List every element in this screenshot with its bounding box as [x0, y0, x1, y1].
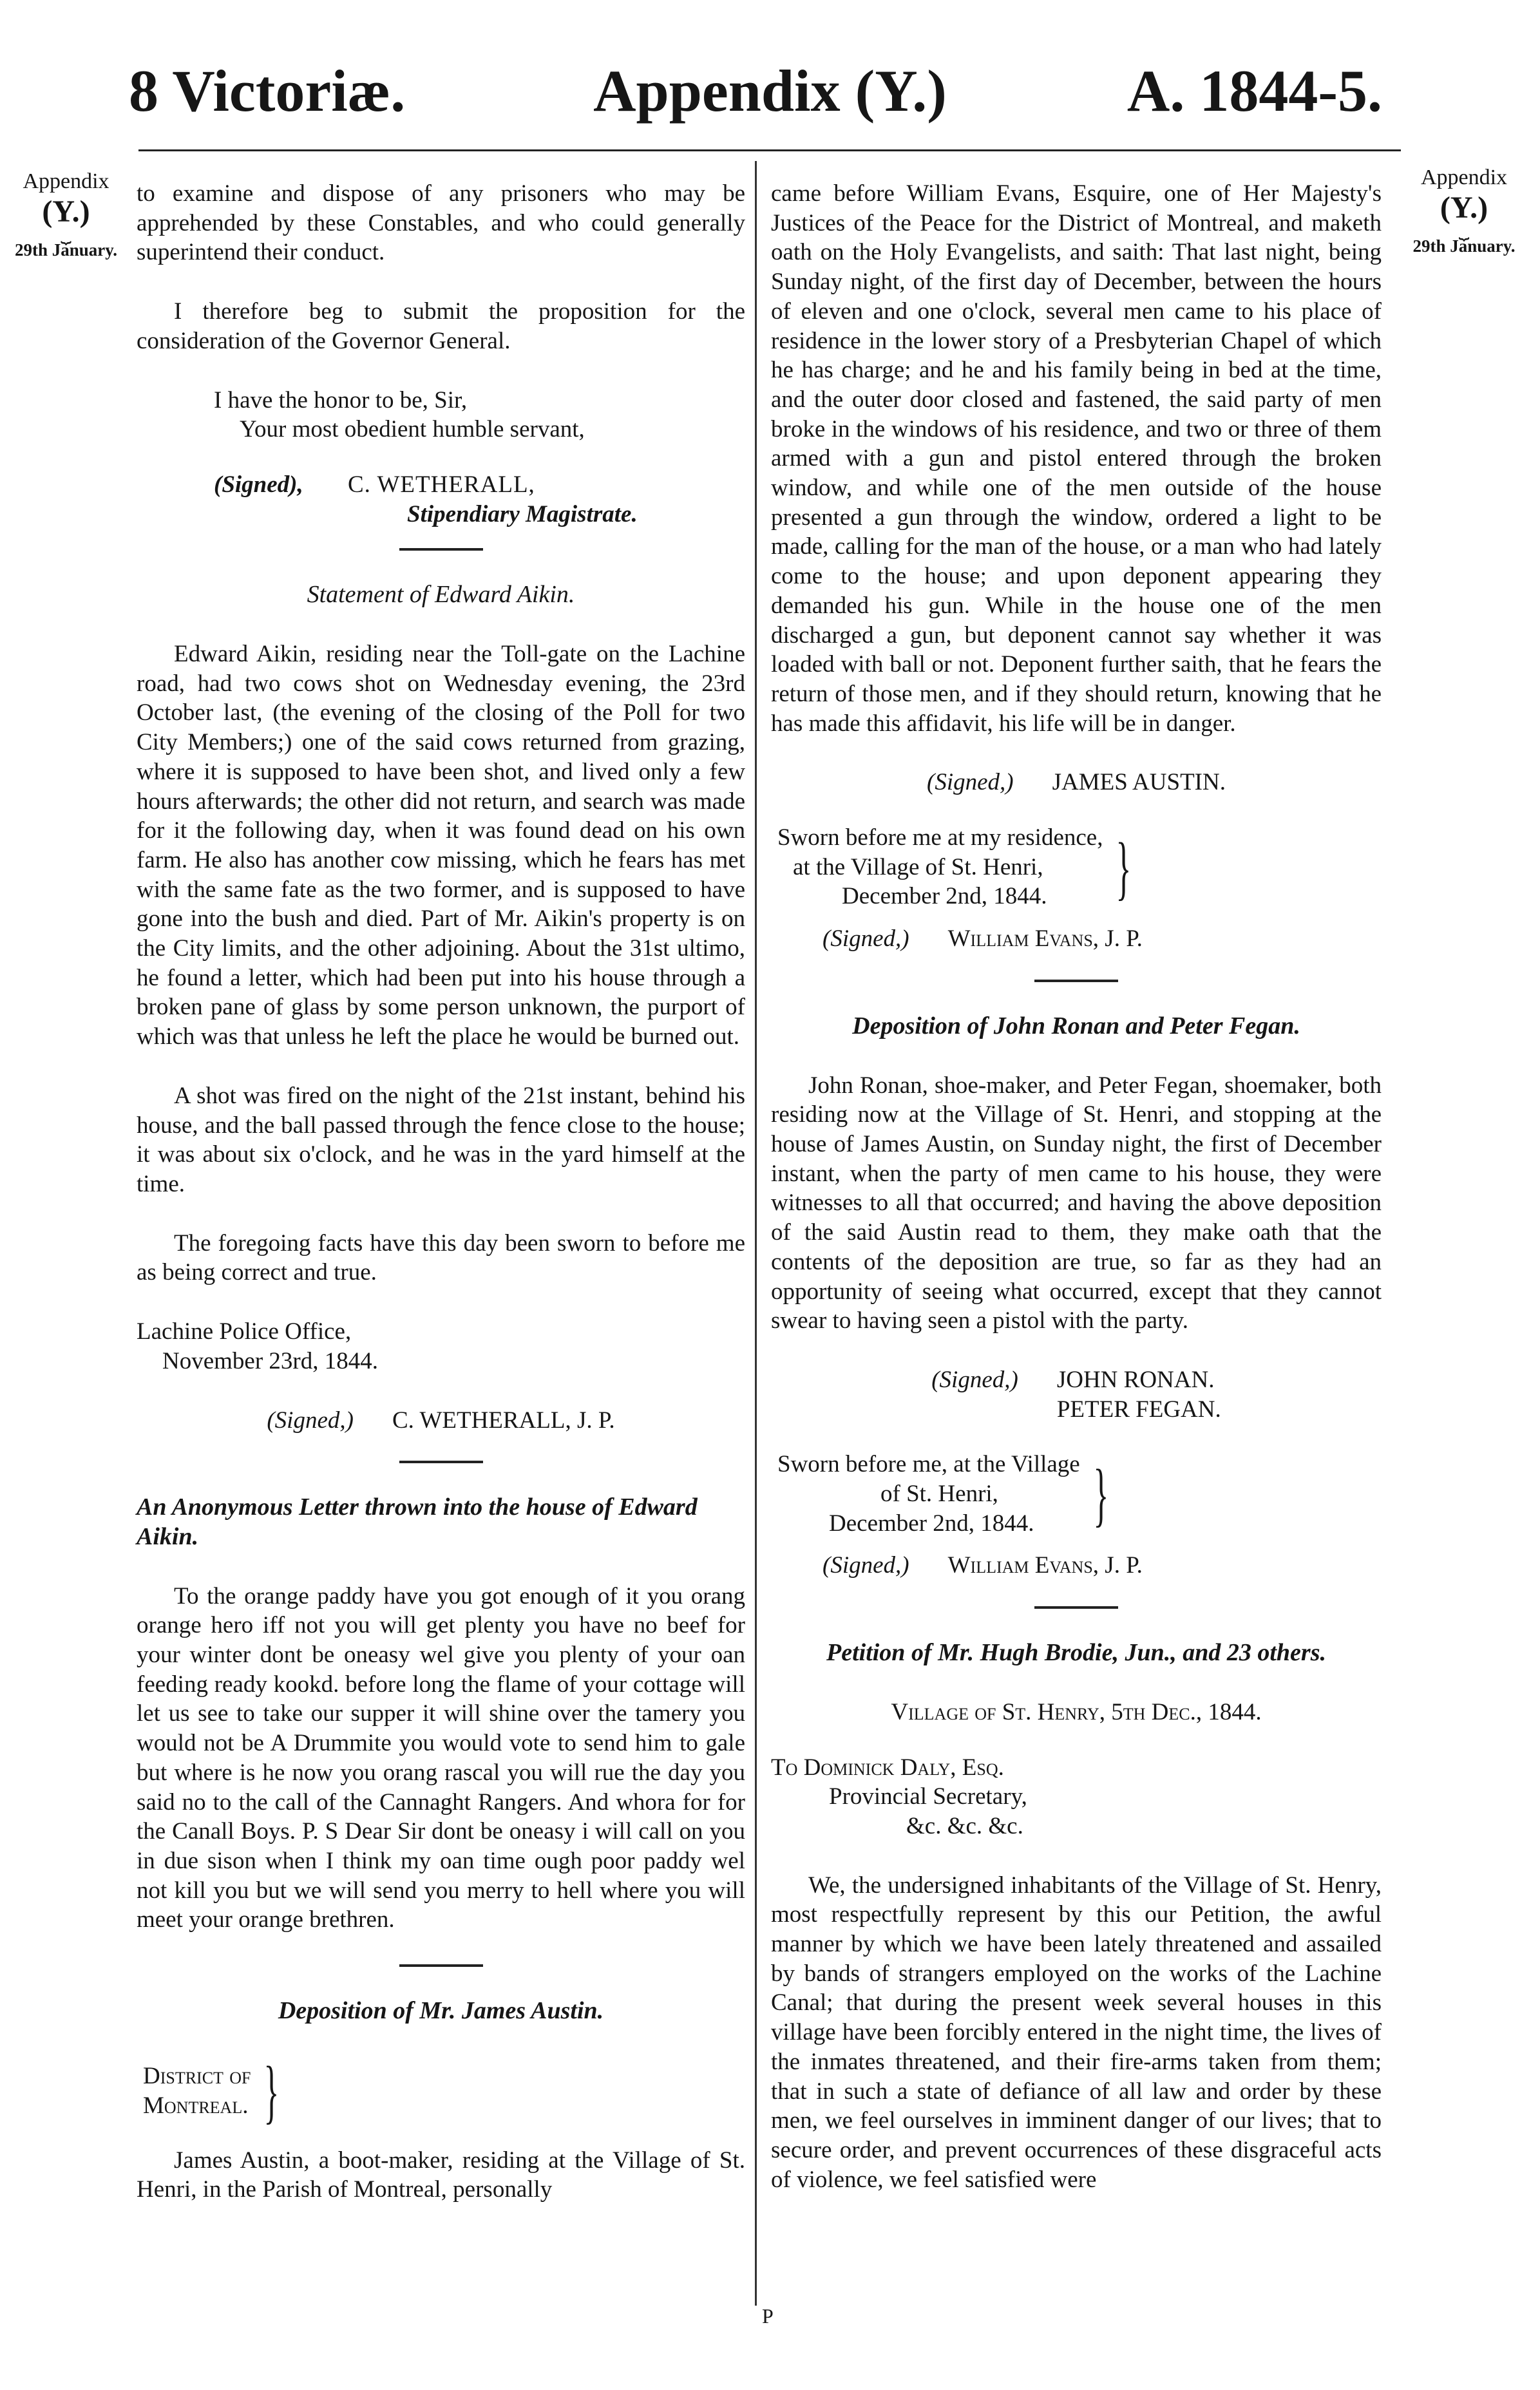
- address-line: To Dominick Daly, Esq.: [771, 1754, 1004, 1781]
- signature-line: [771, 768, 1382, 797]
- signature-line: [137, 1406, 745, 1436]
- column-divider: [755, 161, 757, 2306]
- section-rule: [399, 1461, 483, 1463]
- letter-closing: [214, 386, 745, 529]
- header-right: A. 1844-5.: [1126, 58, 1382, 124]
- paragraph: came before William Evans, Esquire, one of Her Majesty's Justices of the Peace for the District of Montreal, and maketh oath on the Holy Evangelists, and saith: That last night, being Sunday night, of the first day of December, between the hours of eleven and one o'clock, several men came to his place of residence in the lower story of a Presbyterian Chapel of which he has charge; and he and his family being in bed at the time, and the outer door closed and fastened, the said party of men broke in the windows of his residence, and two or three of them armed with a gun and pistol entered through the broken window, and while one of the men outside of the house presented a gun through the window, ordered a light to be made, calling for the man of the house, or a man who had lately come to the house; and upon deponent appearing they demanded his gun. While in the house one of the men discharged a gun, but deponent cannot say whether it was loaded with ball or not. Deponent further saith, that he fears the return of those men, and if they should return, knowing that he has made this affidavit, his life will be in danger.: [771, 180, 1382, 737]
- signer-name: JAMES AUSTIN.: [1052, 769, 1226, 796]
- brace-icon: }: [1093, 1454, 1109, 1533]
- sworn-block: [777, 1450, 1382, 1538]
- page-signature-mark: P: [762, 2304, 774, 2328]
- signature-line: [822, 924, 1382, 954]
- address-line: Provincial Secretary,: [829, 1783, 1027, 1810]
- signer-name: C. WETHERALL,: [348, 471, 535, 498]
- section-rule: [399, 1964, 483, 1967]
- margin-date: 29th January.: [14, 240, 118, 260]
- section-title: An Anonymous Letter thrown into the house of Edward Aikin.: [137, 1494, 698, 1550]
- margin-brace: ⏟: [1458, 220, 1470, 241]
- margin-label: Appendix: [1420, 166, 1508, 189]
- signer-name: William Evans, J. P.: [947, 1552, 1143, 1579]
- signature-line: [771, 1365, 1382, 1424]
- signer-names: [1057, 1365, 1221, 1424]
- sworn-line: December 2nd, 1844.: [829, 1510, 1034, 1537]
- signer-name: JOHN RONAN.: [1056, 1366, 1215, 1393]
- margin-note-left: [0, 169, 132, 260]
- header-center: Appendix (Y.): [593, 58, 947, 124]
- header-left: 8 Victoriæ.: [129, 58, 406, 124]
- signer-name: C. WETHERALL, J. P.: [392, 1407, 615, 1434]
- section-title: Petition of Mr. Hugh Brodie, Jun., and 23 others.: [826, 1639, 1326, 1667]
- section-title: Deposition of John Ronan and Peter Fegan.: [852, 1012, 1300, 1039]
- paragraph: Edward Aikin, residing near the Toll-gate on the Lachine road, had two cows shot on Wednesday evening, the 23rd October last, (the evening of the closing of the Poll for two City Members;) one of the said cows returned from grazing, where it is supposed to have been shot, and lived only a few hours afterwards; the other did not return, and search was made for it the following day, when it was found dead on his own farm. He also has another cow missing, which he fears has met with the same fate as the two former, and is supposed to have gone into the bush and died. Part of Mr. Aikin's property is on the City limits, and the other adjoining. About the 31st ultimo, he found a letter, which had been put into his house through a broken pane of glass by some person unknown, the purport of which was that unless he left the place he would be burned out.: [137, 641, 745, 1050]
- sworn-line: at the Village of St. Henri,: [793, 853, 1043, 880]
- signed-label: (Signed),: [214, 471, 303, 498]
- brace-icon: }: [1116, 828, 1132, 907]
- right-column: [771, 179, 1382, 2224]
- anonymous-letter: To the orange paddy have you got enough of it you orang orange hero iff not you will get plenty you have no beef for your winter dont be oneasy wel give you plenty of your oan feeding ready kookd. before long the flame of your cottage will let us see to take our supper it will shine over the tamery you would not be A Drummite you would vote to send him to gale but where is he now you orang rascal you will rue the day you said no to the call of the Cannaght Rangers. And whora for for the Canall Boys. P. S Dear Sir dont be oneasy i will call on you in due sison when I think my oan time ough poor paddy wel not kill you but we will send you merry to hell where you will meet your orange brethren.: [137, 1582, 745, 1933]
- paragraph: James Austin, a boot-maker, residing at the Village of St. Henri, in the Parish of Montreal, personally: [137, 2147, 745, 2203]
- closing-line: I have the honor to be, Sir,: [214, 386, 468, 413]
- left-column: [137, 179, 745, 2234]
- address-line: &c. &c. &c.: [906, 1812, 1023, 1839]
- district-block: [143, 2051, 745, 2130]
- sworn-block: [777, 823, 1382, 911]
- office-date: November 23rd, 1844.: [162, 1347, 378, 1374]
- margin-code: (Y.): [42, 194, 90, 229]
- signed-label: (Signed,): [267, 1407, 354, 1434]
- margin-brace: ⏟: [61, 224, 71, 245]
- margin-note-right: [1388, 165, 1540, 256]
- signed-label: (Signed,): [931, 1366, 1018, 1393]
- paragraph: The foregoing facts have this day been sworn to before me as being correct and true.: [137, 1229, 745, 1286]
- office-block: [137, 1317, 745, 1376]
- section-title: Deposition of Mr. James Austin.: [278, 1997, 604, 2025]
- district-line: Montreal.: [143, 2092, 249, 2119]
- margin-code: (Y.): [1440, 191, 1488, 225]
- petition-place: Village of St. Henry, 5th Dec., 1844.: [891, 1698, 1262, 1725]
- signer-name: William Evans, J. P.: [947, 925, 1143, 953]
- section-rule: [399, 548, 483, 551]
- sworn-line: Sworn before me, at the Village: [777, 1451, 1080, 1478]
- header-rule: [138, 149, 1401, 151]
- signed-label: (Signed,): [822, 1552, 909, 1579]
- section-rule: [1034, 1606, 1118, 1609]
- paragraph: We, the undersigned inhabitants of the Village of St. Henry, most respectfully represent by this our Petition, the awful manner by which we have been lately threatened and assailed by bands of strangers employed on the works of the Lachine Canal; that during the present week several houses in this village have been forcibly entered in the night time, the lives of the inmates threatened, and their fire-arms taken from them; that in such a state of defiance of all law and order by these men, we feel ourselves in imminent danger of our lives; that to secure order, and prevent occurrences of these disgraceful acts of violence, we feel satisfied were: [771, 1872, 1382, 2193]
- margin-date: 29th January.: [1412, 236, 1516, 256]
- sworn-line: of St. Henri,: [880, 1481, 998, 1508]
- signer-title: Stipendiary Magistrate.: [407, 500, 638, 527]
- paragraph: to examine and dispose of any prisoners who may be apprehended by these Constables, and who could generally superintend their conduct.: [137, 180, 745, 266]
- signed-label: (Signed,): [822, 925, 909, 953]
- paragraph: I therefore beg to submit the proposition for the consideration of the Governor General.: [137, 298, 745, 354]
- signature-line: [822, 1551, 1382, 1580]
- signature-line: [214, 470, 745, 500]
- sworn-line: December 2nd, 1844.: [842, 883, 1047, 910]
- office-line: Lachine Police Office,: [137, 1318, 352, 1345]
- section-rule: [1034, 980, 1118, 982]
- paragraph: A shot was fired on the night of the 21st instant, behind his house, and the ball passed through the fence close to the house; it was about six o'clock, and he was in the yard himself at the time.: [137, 1082, 745, 1197]
- brace-icon: }: [263, 2051, 280, 2130]
- sworn-line: Sworn before me at my residence,: [777, 824, 1103, 851]
- section-title: Statement of Edward Aikin.: [307, 581, 575, 609]
- paragraph: John Ronan, shoe-maker, and Peter Fegan, shoemaker, both residing now at the Village of St. Henri, and stopping at the house of James Austin, on Sunday night, the first of December instant, when the party of men came to his house, they were witnesses to all that occurred; and having the above deposition of the said Austin read to them, they make oath that the contents of the deposition are true, so far as they had an opportunity of seeing what occurred, except that they cannot swear to having seen a pistol with the party.: [771, 1072, 1382, 1334]
- address-block: [771, 1753, 1382, 1841]
- margin-label: Appendix: [23, 169, 109, 193]
- district-line: District of: [143, 2063, 251, 2090]
- signed-label: (Signed,): [927, 769, 1014, 796]
- signer-name: PETER FEGAN.: [1056, 1396, 1221, 1423]
- closing-line: Your most obedient humble servant,: [240, 416, 585, 443]
